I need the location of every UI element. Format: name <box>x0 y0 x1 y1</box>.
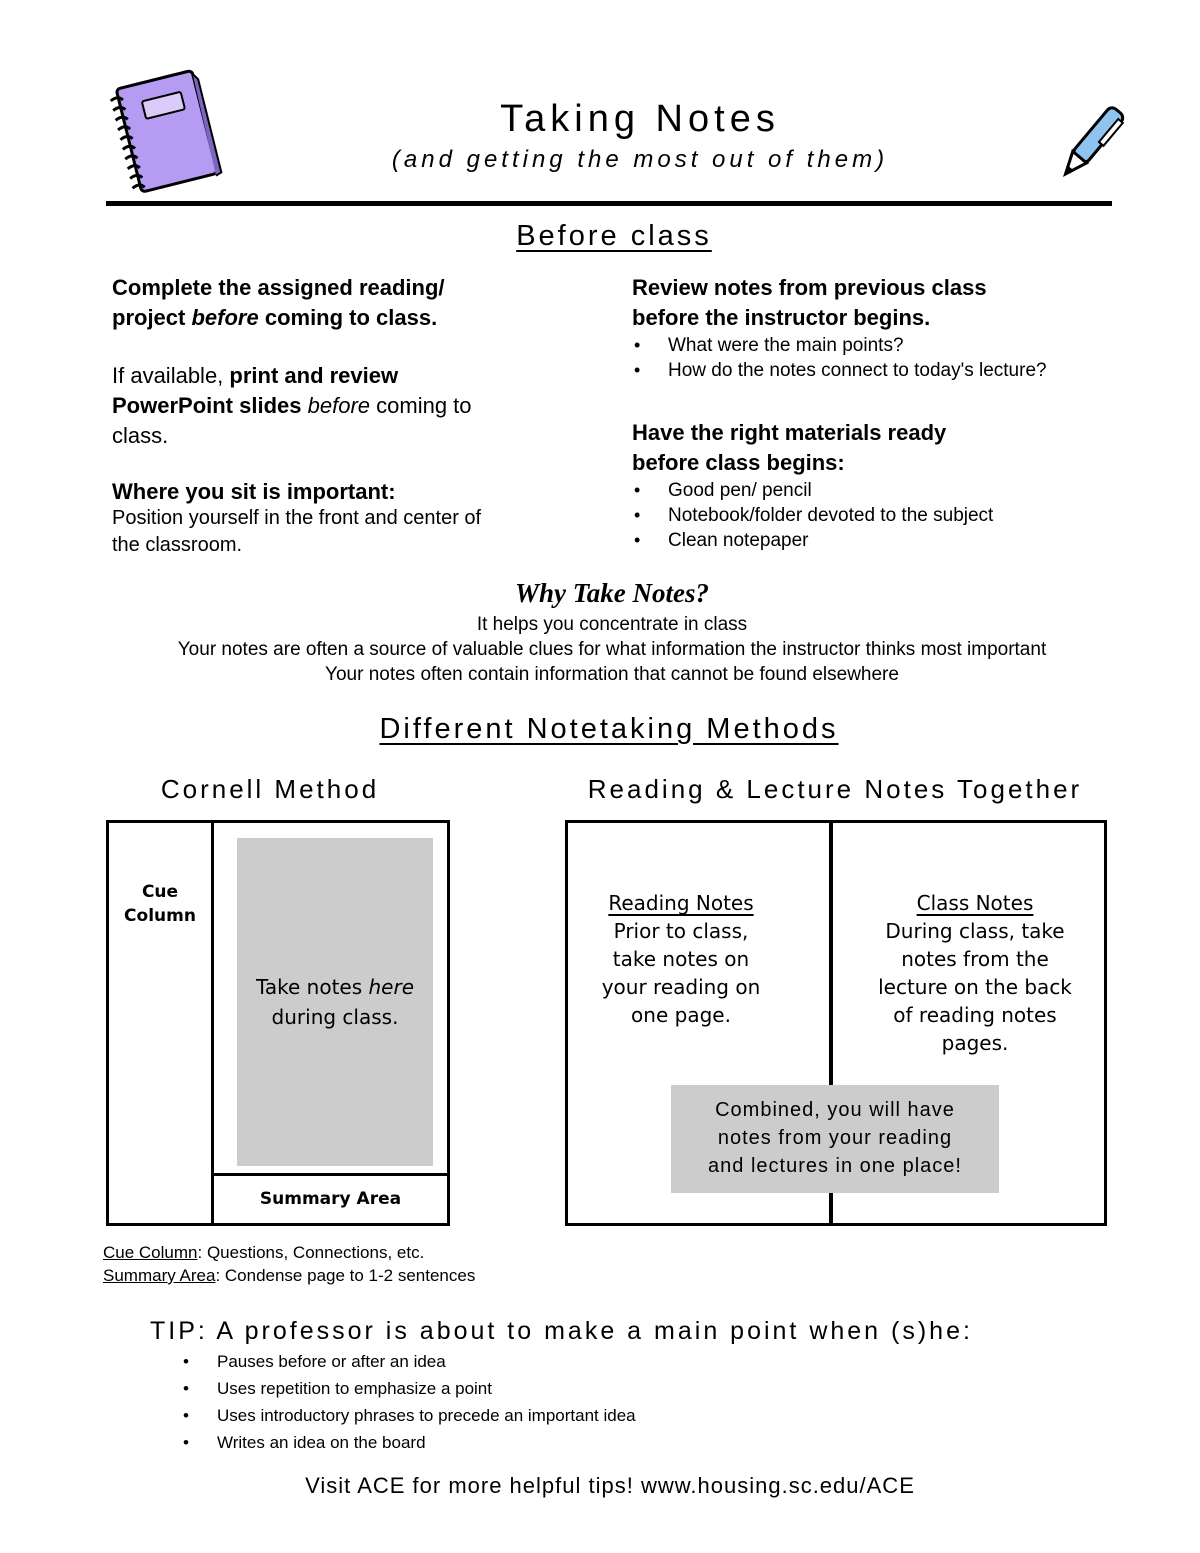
class-notes-line: lecture on the back <box>878 975 1072 999</box>
slides-paragraph <box>112 361 582 451</box>
legend-summary-text: : Condense page to 1-2 sentences <box>215 1266 476 1285</box>
seating-line-2: the classroom. <box>112 534 243 556</box>
seating-paragraph <box>112 477 582 507</box>
class-notes-line: of reading notes <box>893 1003 1057 1027</box>
class-notes-block <box>860 889 1090 1057</box>
methods-heading: Different Notetaking Methods <box>379 713 839 745</box>
review-heading-line-1: Review notes from previous class <box>632 275 987 300</box>
list-item: • Writes an idea on the board <box>181 1429 636 1456</box>
tip-bullet-list <box>181 1348 636 1456</box>
slides-text-b: print and review <box>229 363 399 388</box>
notes-area-text-1: Take notes <box>255 975 369 999</box>
list-item: • Clean notepaper <box>632 528 1152 553</box>
cornell-heading: Cornell Method <box>160 774 380 804</box>
list-item: • Pauses before or after an idea <box>181 1348 636 1375</box>
before-class-right-column <box>632 273 1152 553</box>
tip-heading: TIP: A professor is about to make a main point when (s)he: <box>150 1317 973 1345</box>
before-class-heading: Before class <box>516 220 712 252</box>
legend-cue-text: : Questions, Connections, etc. <box>197 1243 425 1262</box>
cue-label-line-1: Cue <box>141 882 179 902</box>
cornell-diagram <box>106 820 450 1226</box>
reading-notes-title: Reading Notes <box>608 891 754 915</box>
reading-line-2b: coming to class. <box>258 305 438 330</box>
combined-line: Combined, you will have <box>715 1099 955 1121</box>
combined-callout <box>671 1085 999 1193</box>
why-heading: Why Take Notes? <box>515 578 709 608</box>
reading-notes-line: one page. <box>631 1003 731 1027</box>
materials-heading-line-2: before class begins: <box>632 450 845 475</box>
list-item: • What were the main points? <box>632 333 1152 358</box>
why-line: Your notes often contain information that cannot be found elsewhere <box>325 664 899 685</box>
slides-text-g: class. <box>112 423 169 448</box>
reading-notes-line: Prior to class, <box>613 919 749 943</box>
legend-summary <box>103 1264 475 1287</box>
notes-area-text-2: during class. <box>271 1005 399 1029</box>
list-item: • Uses repetition to emphasize a point <box>181 1375 636 1402</box>
summary-divider <box>211 1173 447 1176</box>
notes-area <box>237 838 433 1166</box>
reading-line-2a: project <box>112 305 192 330</box>
review-bullet-list <box>632 333 1152 383</box>
materials-heading-line-1: Have the right materials ready <box>632 420 947 445</box>
notes-area-label <box>237 972 433 1032</box>
materials-bullet-list <box>632 478 1152 553</box>
seating-heading: Where you sit is important: <box>112 479 396 504</box>
summary-area-label: Summary Area <box>259 1189 402 1209</box>
legend-cue-label: Cue Column <box>103 1243 198 1262</box>
reading-before-emphasis: before <box>191 305 259 330</box>
combined-line: and lectures in one place! <box>708 1155 962 1177</box>
review-heading-line-2: before the instructor begins. <box>632 305 931 330</box>
why-line: Your notes are often a source of valuable clues for what information the instructor thinks most important <box>177 639 1047 660</box>
cornell-legend <box>103 1241 475 1287</box>
seating-line-1: Position yourself in the front and center of <box>112 507 482 529</box>
before-class-left-column <box>112 273 582 559</box>
why-reasons <box>0 612 1200 687</box>
review-heading <box>632 273 1152 333</box>
reading-lecture-heading: Reading & Lecture Notes Together <box>587 774 1083 804</box>
slides-text-f: coming to <box>370 393 472 418</box>
class-notes-title: Class Notes <box>916 891 1034 915</box>
footer-text: Visit ACE for more helpful tips! www.housing.sc.edu/ACE <box>305 1473 915 1498</box>
materials-heading <box>632 418 1152 478</box>
reading-line-1: Complete the assigned reading/ <box>112 275 445 300</box>
pen-icon <box>1052 100 1132 188</box>
list-item: • Good pen/ pencil <box>632 478 1152 503</box>
slides-before-emphasis: before <box>307 393 371 418</box>
legend-cue <box>103 1241 475 1264</box>
list-item: • How do the notes connect to today's lecture? <box>632 358 1152 383</box>
header-divider <box>106 201 1112 206</box>
class-notes-line: notes from the <box>901 947 1049 971</box>
why-line: It helps you concentrate in class <box>476 614 748 635</box>
reading-notes-line: your reading on <box>601 975 761 999</box>
reading-lecture-diagram <box>565 820 1107 1226</box>
seating-text <box>112 505 582 559</box>
list-item: • Uses introductory phrases to precede an important idea <box>181 1402 636 1429</box>
legend-summary-label: Summary Area <box>103 1266 216 1285</box>
list-item: • Notebook/folder devoted to the subject <box>632 503 1152 528</box>
class-notes-line: During class, take <box>885 919 1065 943</box>
cue-label-line-2: Column <box>124 906 196 926</box>
reading-notes-line: take notes on <box>612 947 750 971</box>
reading-notes-block <box>576 889 786 1029</box>
class-notes-line: pages. <box>941 1031 1009 1055</box>
combined-line: notes from your reading <box>717 1127 953 1149</box>
page-title: Taking Notes <box>500 98 780 140</box>
cue-column-label <box>109 880 211 928</box>
cue-column-divider <box>211 823 214 1223</box>
page-subtitle: (and getting the most out of them) <box>391 146 889 173</box>
slides-text-c: PowerPoint slides <box>112 393 302 418</box>
slides-text-a: If available, <box>112 363 230 388</box>
notes-area-here-emphasis: here <box>368 975 415 999</box>
reading-paragraph <box>112 273 582 333</box>
